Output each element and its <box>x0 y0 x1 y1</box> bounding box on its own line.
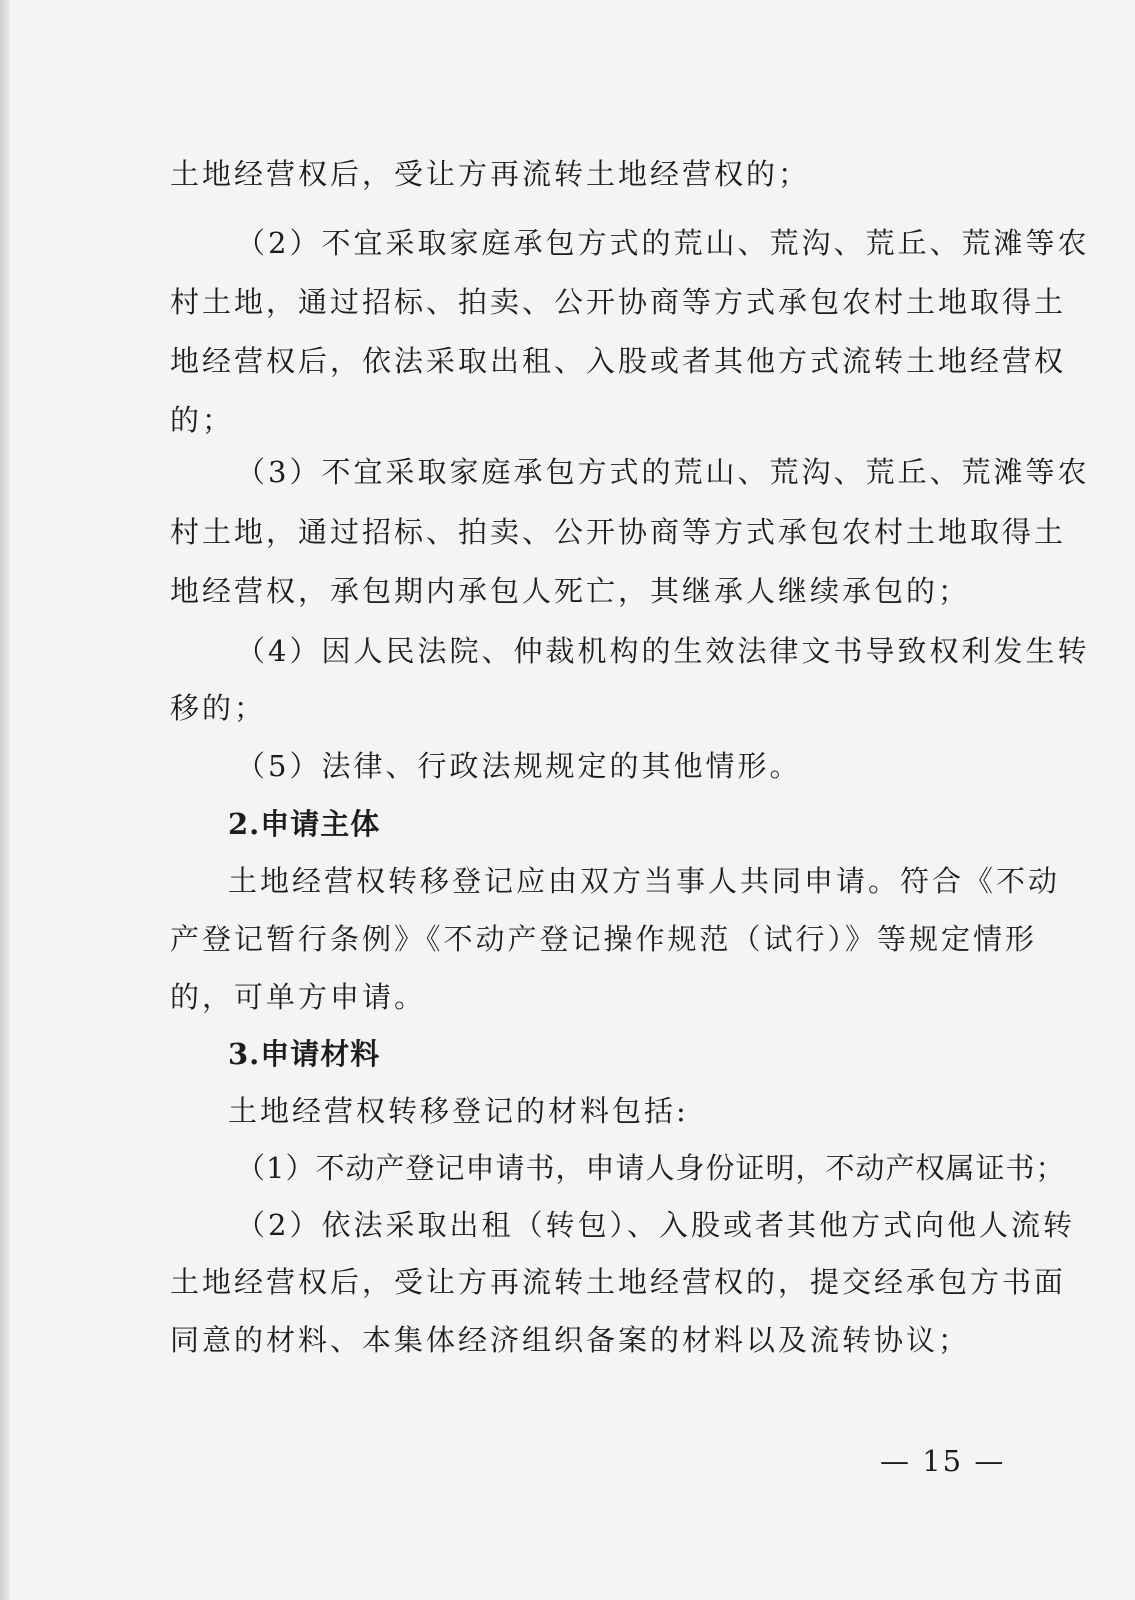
text-line: （3）不宜采取家庭承包方式的荒山、荒沟、荒丘、荒滩等农 <box>236 455 1090 489</box>
text-line: 地经营权后，依法采取出租、入股或者其他方式流转土地经营权 <box>170 344 1067 378</box>
section-heading: 3.申请材料 <box>228 1037 381 1071</box>
text-line: 土地经营权转移登记应由双方当事人共同申请。符合《不动 <box>228 864 1061 898</box>
text-line: 的，可单方申请。 <box>170 980 427 1014</box>
text-line: 的； <box>170 403 235 437</box>
text-line: 土地经营权后，受让方再流转土地经营权的； <box>170 157 811 191</box>
page-number: — 15 — <box>880 1444 1006 1478</box>
text-line: （5）法律、行政法规规定的其他情形。 <box>236 749 802 783</box>
text-line: 土地经营权后，受让方再流转土地经营权的，提交经承包方书面 <box>170 1265 1067 1299</box>
text-line: 村土地，通过招标、拍卖、公开协商等方式承包农村土地取得土 <box>170 515 1067 549</box>
text-line: （2）不宜采取家庭承包方式的荒山、荒沟、荒丘、荒滩等农 <box>236 226 1090 260</box>
scan-edge <box>0 0 10 1600</box>
text-line: （4）因人民法院、仲裁机构的生效法律文书导致权利发生转 <box>236 634 1090 668</box>
text-line: 移的； <box>170 691 267 725</box>
text-line: （1）不动产登记申请书，申请人身份证明，不动产权属证书； <box>236 1151 1066 1185</box>
section-heading: 2.申请主体 <box>228 807 381 841</box>
text-line: 产登记暂行条例》《不动产登记操作规范（试行）》等规定情形 <box>170 922 1038 956</box>
text-line: 村土地，通过招标、拍卖、公开协商等方式承包农村土地取得土 <box>170 285 1067 319</box>
text-line: 地经营权，承包期内承包人死亡，其继承人继续承包的； <box>170 574 971 608</box>
text-line: 土地经营权转移登记的材料包括: <box>228 1094 689 1128</box>
text-line: （2）依法采取出租（转包）、入股或者其他方式向他人流转 <box>236 1208 1075 1242</box>
text-line: 同意的材料、本集体经济组织备案的材料以及流转协议； <box>170 1323 971 1357</box>
